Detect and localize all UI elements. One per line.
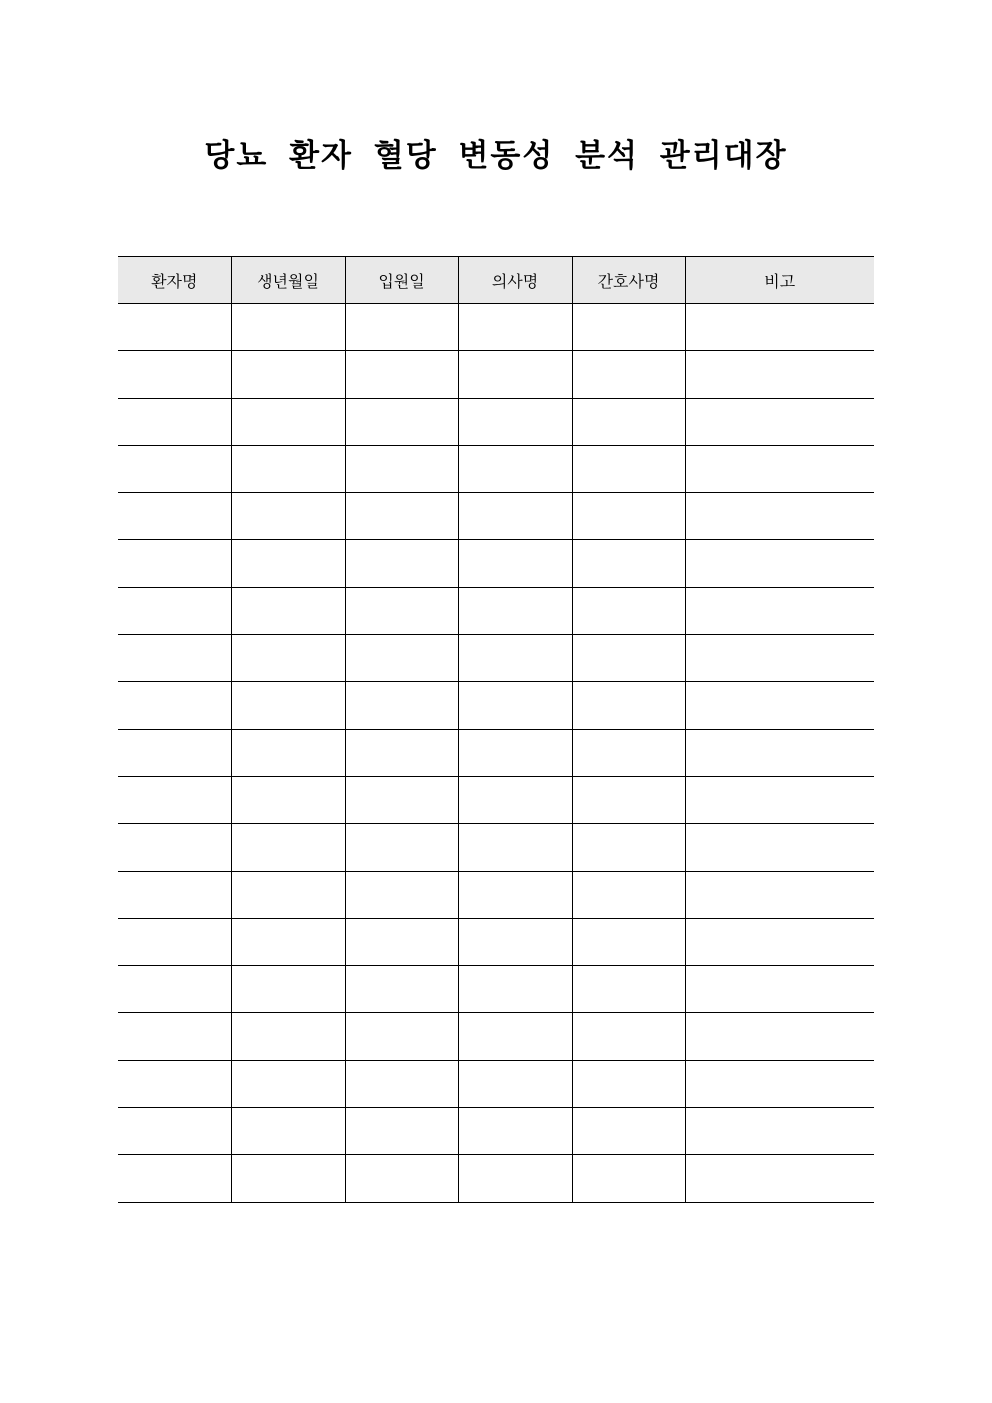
table-row [118, 1013, 874, 1060]
admission-date-cell[interactable] [345, 398, 458, 445]
nurse-name-cell[interactable] [572, 776, 685, 823]
patient-name-cell[interactable] [118, 540, 231, 587]
patient-name-cell[interactable] [118, 1108, 231, 1155]
admission-date-cell[interactable] [345, 918, 458, 965]
birth-date-cell[interactable] [231, 1108, 345, 1155]
header-patient-name: 환자명 [118, 257, 231, 304]
remarks-cell[interactable] [685, 1108, 874, 1155]
patient-name-cell[interactable] [118, 729, 231, 776]
table-row [118, 304, 874, 351]
admission-date-cell[interactable] [345, 1108, 458, 1155]
birth-date-cell[interactable] [231, 871, 345, 918]
nurse-name-cell[interactable] [572, 682, 685, 729]
table-row [118, 635, 874, 682]
remarks-cell[interactable] [685, 1013, 874, 1060]
patient-name-cell[interactable] [118, 635, 231, 682]
birth-date-cell[interactable] [231, 351, 345, 398]
birth-date-cell[interactable] [231, 1060, 345, 1107]
remarks-cell[interactable] [685, 351, 874, 398]
remarks-cell[interactable] [685, 398, 874, 445]
patient-name-cell[interactable] [118, 682, 231, 729]
remarks-cell[interactable] [685, 871, 874, 918]
patient-name-cell[interactable] [118, 445, 231, 492]
remarks-cell[interactable] [685, 966, 874, 1013]
admission-date-cell[interactable] [345, 540, 458, 587]
remarks-cell[interactable] [685, 587, 874, 634]
header-birth-date: 생년월일 [231, 257, 345, 304]
doctor-name-cell[interactable] [458, 351, 572, 398]
nurse-name-cell[interactable] [572, 304, 685, 351]
admission-date-cell[interactable] [345, 635, 458, 682]
doctor-name-cell[interactable] [458, 493, 572, 540]
doctor-name-cell[interactable] [458, 635, 572, 682]
nurse-name-cell[interactable] [572, 540, 685, 587]
remarks-cell[interactable] [685, 729, 874, 776]
remarks-cell[interactable] [685, 445, 874, 492]
remarks-cell[interactable] [685, 682, 874, 729]
table-row [118, 966, 874, 1013]
patient-name-cell[interactable] [118, 1060, 231, 1107]
birth-date-cell[interactable] [231, 824, 345, 871]
nurse-name-cell[interactable] [572, 1108, 685, 1155]
birth-date-cell[interactable] [231, 1155, 345, 1202]
remarks-cell[interactable] [685, 635, 874, 682]
nurse-name-cell[interactable] [572, 1060, 685, 1107]
doctor-name-cell[interactable] [458, 304, 572, 351]
birth-date-cell[interactable] [231, 540, 345, 587]
doctor-name-cell[interactable] [458, 445, 572, 492]
nurse-name-cell[interactable] [572, 445, 685, 492]
table-row [118, 1108, 874, 1155]
doctor-name-cell[interactable] [458, 540, 572, 587]
patient-name-cell[interactable] [118, 871, 231, 918]
admission-date-cell[interactable] [345, 1013, 458, 1060]
admission-date-cell[interactable] [345, 1060, 458, 1107]
doctor-name-cell[interactable] [458, 682, 572, 729]
birth-date-cell[interactable] [231, 966, 345, 1013]
table-body [118, 304, 874, 1203]
nurse-name-cell[interactable] [572, 918, 685, 965]
doctor-name-cell[interactable] [458, 776, 572, 823]
remarks-cell[interactable] [685, 776, 874, 823]
doctor-name-cell[interactable] [458, 918, 572, 965]
admission-date-cell[interactable] [345, 776, 458, 823]
birth-date-cell[interactable] [231, 729, 345, 776]
birth-date-cell[interactable] [231, 398, 345, 445]
remarks-cell[interactable] [685, 540, 874, 587]
remarks-cell[interactable] [685, 1155, 874, 1202]
doctor-name-cell[interactable] [458, 824, 572, 871]
admission-date-cell[interactable] [345, 493, 458, 540]
birth-date-cell[interactable] [231, 587, 345, 634]
table-row [118, 776, 874, 823]
admission-date-cell[interactable] [345, 304, 458, 351]
header-nurse-name: 간호사명 [572, 257, 685, 304]
nurse-name-cell[interactable] [572, 587, 685, 634]
table-row [118, 729, 874, 776]
admission-date-cell[interactable] [345, 445, 458, 492]
remarks-cell[interactable] [685, 918, 874, 965]
doctor-name-cell[interactable] [458, 1013, 572, 1060]
birth-date-cell[interactable] [231, 445, 345, 492]
header-remarks: 비고 [685, 257, 874, 304]
doctor-name-cell[interactable] [458, 398, 572, 445]
table-row [118, 540, 874, 587]
admission-date-cell[interactable] [345, 682, 458, 729]
birth-date-cell[interactable] [231, 1013, 345, 1060]
table-row [118, 587, 874, 634]
remarks-cell[interactable] [685, 304, 874, 351]
table-header-row [118, 257, 874, 304]
table-row [118, 351, 874, 398]
patient-name-cell[interactable] [118, 351, 231, 398]
birth-date-cell[interactable] [231, 635, 345, 682]
remarks-cell[interactable] [685, 1060, 874, 1107]
table-row [118, 1060, 874, 1107]
patient-name-cell[interactable] [118, 966, 231, 1013]
nurse-name-cell[interactable] [572, 729, 685, 776]
nurse-name-cell[interactable] [572, 824, 685, 871]
patient-ledger-table [118, 256, 874, 1203]
birth-date-cell[interactable] [231, 918, 345, 965]
admission-date-cell[interactable] [345, 871, 458, 918]
nurse-name-cell[interactable] [572, 351, 685, 398]
doctor-name-cell[interactable] [458, 1060, 572, 1107]
patient-name-cell[interactable] [118, 587, 231, 634]
table-row [118, 1155, 874, 1202]
patient-name-cell[interactable] [118, 824, 231, 871]
table-row [118, 445, 874, 492]
doctor-name-cell[interactable] [458, 587, 572, 634]
header-doctor-name: 의사명 [458, 257, 572, 304]
table-row [118, 918, 874, 965]
doctor-name-cell[interactable] [458, 1108, 572, 1155]
nurse-name-cell[interactable] [572, 1013, 685, 1060]
patient-name-cell[interactable] [118, 304, 231, 351]
patient-name-cell[interactable] [118, 1155, 231, 1202]
table-row [118, 824, 874, 871]
patient-name-cell[interactable] [118, 493, 231, 540]
doctor-name-cell[interactable] [458, 871, 572, 918]
doctor-name-cell[interactable] [458, 966, 572, 1013]
nurse-name-cell[interactable] [572, 493, 685, 540]
doctor-name-cell[interactable] [458, 729, 572, 776]
nurse-name-cell[interactable] [572, 966, 685, 1013]
admission-date-cell[interactable] [345, 587, 458, 634]
patient-name-cell[interactable] [118, 398, 231, 445]
patient-name-cell[interactable] [118, 918, 231, 965]
table-row [118, 871, 874, 918]
admission-date-cell[interactable] [345, 729, 458, 776]
birth-date-cell[interactable] [231, 493, 345, 540]
table-row [118, 682, 874, 729]
admission-date-cell[interactable] [345, 824, 458, 871]
nurse-name-cell[interactable] [572, 635, 685, 682]
remarks-cell[interactable] [685, 824, 874, 871]
nurse-name-cell[interactable] [572, 398, 685, 445]
birth-date-cell[interactable] [231, 682, 345, 729]
header-admission-date: 입원일 [345, 257, 458, 304]
doctor-name-cell[interactable] [458, 1155, 572, 1202]
admission-date-cell[interactable] [345, 351, 458, 398]
table-row [118, 493, 874, 540]
nurse-name-cell[interactable] [572, 1155, 685, 1202]
table-row [118, 398, 874, 445]
birth-date-cell[interactable] [231, 304, 345, 351]
nurse-name-cell[interactable] [572, 871, 685, 918]
page-title: 당뇨 환자 혈당 변동성 분석 관리대장 [204, 138, 788, 174]
admission-date-cell[interactable] [345, 966, 458, 1013]
remarks-cell[interactable] [685, 493, 874, 540]
admission-date-cell[interactable] [345, 1155, 458, 1202]
patient-name-cell[interactable] [118, 776, 231, 823]
patient-name-cell[interactable] [118, 1013, 231, 1060]
birth-date-cell[interactable] [231, 776, 345, 823]
